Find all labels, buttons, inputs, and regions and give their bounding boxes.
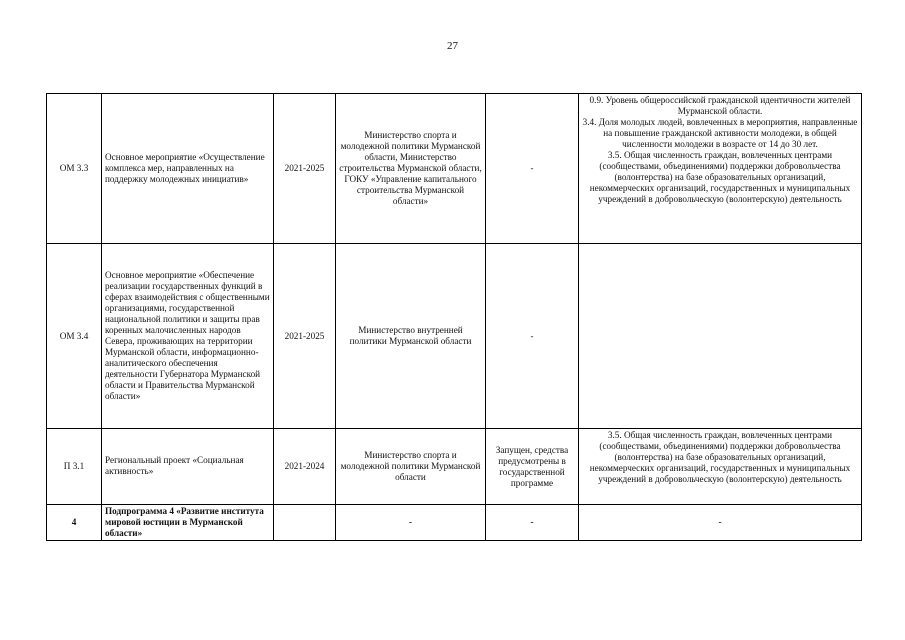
row-funding: - xyxy=(486,505,579,541)
indicator-text: 0.9. Уровень общероссийской гражданской идентичности жителей Мурманской области. xyxy=(589,95,851,116)
row-years xyxy=(274,505,336,541)
row-code: ОМ 3.4 xyxy=(47,244,102,429)
row-responsible: Министерство внутренней политики Мурманской области xyxy=(336,244,486,429)
row-years: 2021-2024 xyxy=(274,429,336,505)
row-funding: - xyxy=(486,244,579,429)
row-responsible: - xyxy=(336,505,486,541)
row-indicators xyxy=(579,429,862,505)
table-row xyxy=(47,94,862,244)
row-activity-name: Региональный проект «Социальная активность» xyxy=(102,429,274,505)
row-years: 2021-2025 xyxy=(274,94,336,244)
indicator-text: 3.4. Доля молодых людей, вовлеченных в мероприятия, направленные на повышение гражданской активности молодежи, в общей численности молодежи в возрасте от 14 до 30 лет. xyxy=(582,117,858,149)
row-responsible: Министерство спорта и молодежной политики Мурманской области xyxy=(336,429,486,505)
row-activity-name: Подпрограмма 4 «Развитие института мировой юстиции в Мурманской области» xyxy=(102,505,274,541)
row-responsible: Министерство спорта и молодежной политики Мурманской области, Министерство строительства Мурманской области, ГОКУ «Управление капитального строительства Мурманской области» xyxy=(336,94,486,244)
row-indicators xyxy=(579,94,862,244)
page-number: 27 xyxy=(447,40,458,52)
row-funding: - xyxy=(486,94,579,244)
row-code: П 3.1 xyxy=(47,429,102,505)
row-indicators xyxy=(579,505,862,541)
program-activities-table xyxy=(46,93,862,541)
row-code: 4 xyxy=(47,505,102,541)
row-activity-name: Основное мероприятие «Обеспечение реализации государственных функций в сферах взаимодействия с общественными организациями, государственной национальной политики и защиты прав коренных малочисленных народов Севера, проживающих на территории Мурманской области, информационно-аналитического обеспечения деятельности Губернатора Мурманской области и Правительства Мурманской области» xyxy=(102,244,274,429)
table-row xyxy=(47,244,862,429)
indicator-text: 3.5. Общая численность граждан, вовлеченных центрами (сообществами, объединениями) поддержки добровольчества (волонтерства) на базе образовательных организаций, некоммерческих организаций, государственных и муниципальных учреждений в добровольческую (волонтерскую) деятельность xyxy=(589,430,851,484)
row-activity-name: Основное мероприятие «Осуществление комплекса мер, направленных на поддержку молодежных инициатив» xyxy=(102,94,274,244)
table-row xyxy=(47,505,862,541)
table-row xyxy=(47,429,862,505)
row-years: 2021-2025 xyxy=(274,244,336,429)
row-indicators xyxy=(579,244,862,429)
row-funding: Запущен, средства предусмотрены в государственной программе xyxy=(486,429,579,505)
row-code: ОМ 3.3 xyxy=(47,94,102,244)
indicator-text: - xyxy=(718,517,722,527)
indicator-text: 3.5. Общая численность граждан, вовлеченных центрами (сообществами, объединениями) поддержки добровольчества (волонтерства) на базе образовательных организаций, некоммерческих организаций, государственных и муниципальных учреждений в добровольческую (волонтерскую) деятельность xyxy=(589,150,851,204)
